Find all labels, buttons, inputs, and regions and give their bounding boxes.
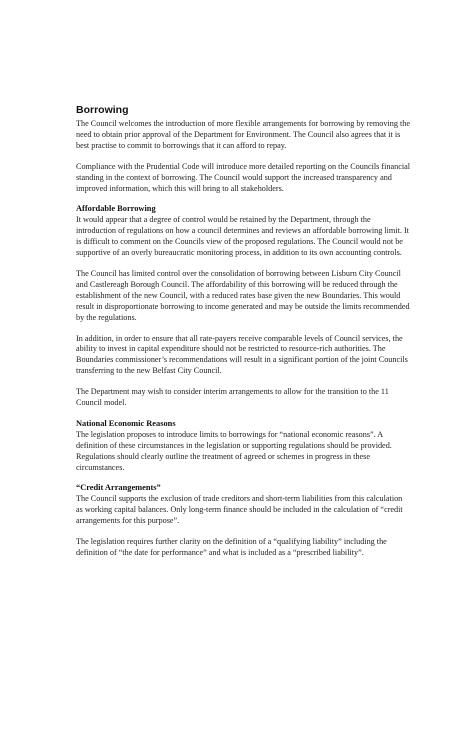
subheading-affordable-borrowing: Affordable Borrowing [76, 204, 156, 214]
paragraph-degree-of-control: It would appear that a degree of control would be retained by the Department, through the introduction of regulations on how a council determines and reviews an affordable borrowing limit. It is difficult to comment on the Councils view of the proposed regulations. The Council would not be supportive of an overly bureaucratic monitoring process, in addition to its own accounting controls. [76, 215, 409, 258]
section-heading-borrowing: Borrowing [76, 104, 129, 116]
subheading-national-economic-reasons: National Economic Reasons [76, 418, 176, 428]
paragraph-limited-control: The Council has limited control over the consolidation of borrowing between Lisburn City Council and Castlereagh Borough Council. The affordability of this borrowing will be reduced through the establishment of the new Council, with a reduced rates base given the new Boundaries. This would result in disproportionate borrowing to income generated and may be outside the limits recommended by the regulations. [76, 268, 410, 322]
paragraph-interim-arrangements: The Department may wish to consider interim arrangements to allow for the transition to the 11 Council model. [76, 387, 389, 408]
document-body [76, 104, 410, 569]
paragraph-prudential-code: Compliance with the Prudential Code will introduce more detailed reporting on the Councils financial standing in the context of borrowing. The Council would support the increased transparency and improved information, which this will bring to all stakeholders. [76, 161, 411, 193]
paragraph-qualifying-liability: The legislation requires further clarity on the definition of a “qualifying liability” including the definition of “the date for performance” and what is included as a “prescribed liability”. [76, 537, 387, 557]
paragraph-national-economic-reasons: The legislation proposes to introduce limits to borrowings for “national economic reasons”. A definition of these circumstances in the legislation or supporting regulations should be provided. Regulations should clearly outline the treatment of agreed or schemes in progress in these circumstances. [76, 429, 392, 472]
paragraph-credit-arrangements: The Council supports the exclusion of trade creditors and short-term liabilities from this calculation as working capital balances. Only long-term finance should be included in the calculation of “credit arrangements for this purpose”. [76, 494, 403, 526]
paragraph-flexible-arrangements: The Council welcomes the introduction of more flexible arrangements for borrowing by removing the need to obtain prior approval of the Department for Environment. The Council also agrees that it is best practise to commit to borrowings that it can afford to repay. [76, 119, 411, 150]
paragraph-comparable-services: In addition, in order to ensure that all rate-payers receive comparable levels of Council services, the ability to invest in capital expenditure should not be restricted to resource-rich authorities. The Boundaries commissioner’s recommendations will result in a significant portion of the joint Councils transferring to the new Belfast City Council. [76, 333, 408, 376]
subheading-credit-arrangements: “Credit Arrangements” [76, 483, 161, 493]
